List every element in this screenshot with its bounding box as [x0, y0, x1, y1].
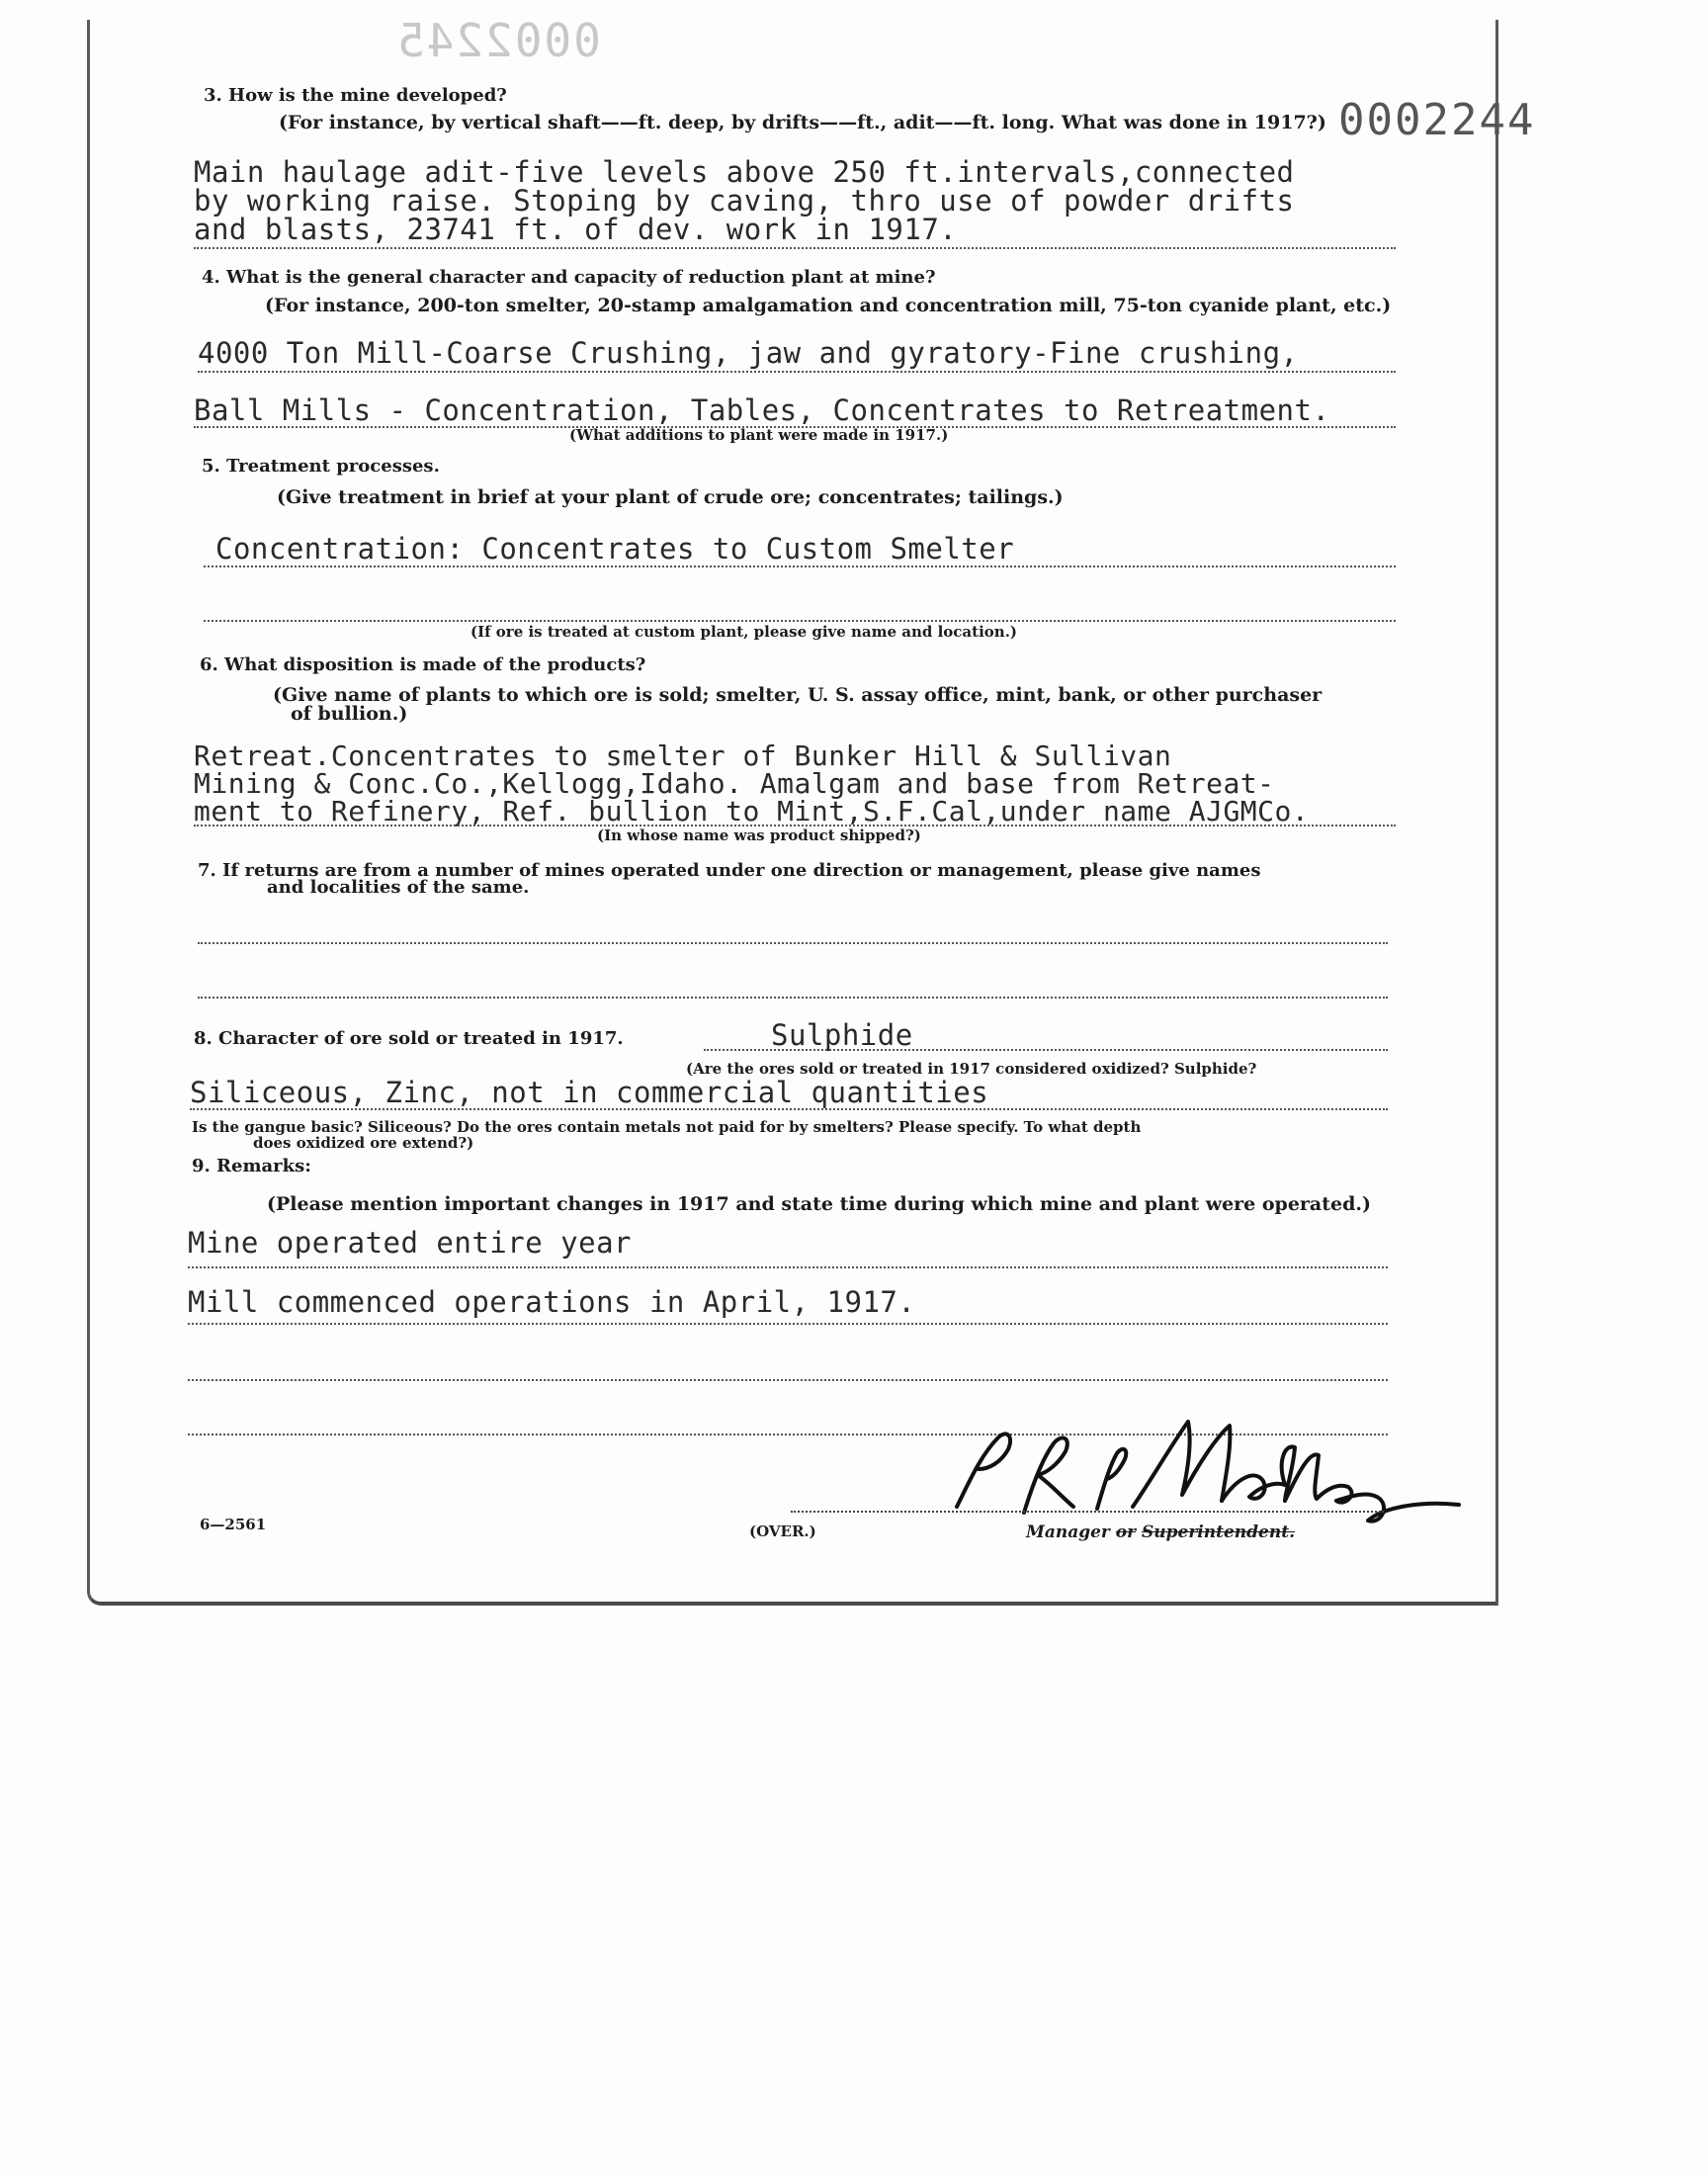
q9-answer-rule-1 — [188, 1266, 1388, 1268]
q8-hint-2: Is the gangue basic? Siliceous? Do the ores contain metals not paid for by smelters? Please specify. To what depth — [192, 1118, 1142, 1136]
q6-hint-2: of bullion.) — [291, 703, 408, 725]
q6-title: 6. What disposition is made of the products? — [200, 654, 646, 675]
q7-answer-rule-2 — [198, 997, 1388, 999]
q4-hint: (For instance, 200-ton smelter, 20-stamp amalgamation and concentration mill, 75-ton cyanide plant, etc.) — [265, 295, 1392, 316]
q4-answer-line-2: Ball Mills - Concentration, Tables, Concentrates to Retreatment. — [194, 393, 1330, 427]
q3-hint: (For instance, by vertical shaft——ft. deep, by drifts——ft., adit——ft. long. What was done in 1917?) — [279, 112, 1326, 133]
q3-answer-line-1: Main haulage adit-five levels above 250 ft.intervals,connected — [194, 155, 1295, 189]
ghost-stamp: 0002245 — [395, 14, 601, 67]
q8-title: 8. Character of ore sold or treated in 1917. — [194, 1028, 624, 1049]
q3-title: 3. How is the mine developed? — [204, 85, 507, 106]
q5-title: 5. Treatment processes. — [202, 456, 440, 477]
q7-answer-rule-1 — [198, 942, 1388, 944]
q6-answer-line-2: Mining & Conc.Co.,Kellogg,Idaho. Amalgam and base from Retreat- — [194, 767, 1275, 800]
q3-answer-line-3: and blasts, 23741 ft. of dev. work in 1917. — [194, 213, 958, 246]
q3-answer-line-2: by working raise. Stoping by caving, thro use of powder drifts — [194, 184, 1295, 218]
q9-answer-line-2: Mill commenced operations in April, 1917. — [188, 1285, 916, 1319]
signature-rule — [791, 1511, 1384, 1513]
q5-hint: (Give treatment in brief at your plant of crude ore; concentrates; tailings.) — [277, 486, 1064, 508]
q6-footnote: (In whose name was product shipped?) — [597, 826, 921, 844]
signature-role: Manager — [1026, 1522, 1110, 1542]
signature-or: or — [1115, 1522, 1137, 1542]
q8-hint-3: does oxidized ore extend?) — [253, 1134, 474, 1152]
q5-answer: Concentration: Concentrates to Custom Smelter — [215, 532, 1015, 566]
q7-title-2: and localities of the same. — [267, 877, 530, 898]
q3-answer-rule — [194, 247, 1396, 249]
q9-hint: (Please mention important changes in 1917 and state time during which mine and plant were operated.) — [267, 1193, 1371, 1215]
over-note: (OVER.) — [749, 1522, 816, 1540]
signature-struck-title: Superintendent. — [1142, 1522, 1295, 1542]
q6-answer-line-3: ment to Refinery, Ref. bullion to Mint,S.F.Cal,under name AJGMCo. — [194, 795, 1310, 827]
form-number: 6—2561 — [200, 1516, 267, 1533]
q5-answer-rule-2 — [204, 620, 1396, 622]
q8-answer-2: Siliceous, Zinc, not in commercial quantities — [190, 1076, 989, 1109]
q9-answer-rule-2 — [188, 1323, 1388, 1325]
signature-caption — [1026, 1522, 1295, 1542]
q9-answer-line-1: Mine operated entire year — [188, 1226, 632, 1260]
q4-answer-line-1: 4000 Ton Mill-Coarse Crushing, jaw and gyratory-Fine crushing, — [198, 336, 1299, 370]
q4-footnote: (What additions to plant were made in 1917.) — [569, 426, 949, 444]
q7-title-1: 7. If returns are from a number of mines operated under one direction or management, please give names — [198, 860, 1261, 881]
q6-answer-line-1: Retreat.Concentrates to smelter of Bunker Hill & Sullivan — [194, 740, 1172, 772]
q9-title: 9. Remarks: — [192, 1156, 311, 1176]
q4-answer-rule-1 — [198, 371, 1396, 373]
q8-answer-rule-2 — [190, 1108, 1388, 1110]
q8-answer-1: Sulphide — [771, 1018, 913, 1052]
q6-hint-1: (Give name of plants to which ore is sold; smelter, U. S. assay office, mint, bank, or other purchaser — [273, 684, 1323, 706]
q9-answer-rule-3 — [188, 1379, 1388, 1381]
q5-footnote: (If ore is treated at custom plant, please give name and location.) — [470, 623, 1018, 641]
q8-hint-1: (Are the ores sold or treated in 1917 considered oxidized? Sulphide? — [686, 1060, 1257, 1078]
q4-title: 4. What is the general character and capacity of reduction plant at mine? — [202, 267, 936, 288]
manager-signature — [929, 1404, 1463, 1532]
q5-answer-rule-1 — [204, 566, 1396, 567]
page-stamp: 0002244 — [1338, 95, 1536, 145]
